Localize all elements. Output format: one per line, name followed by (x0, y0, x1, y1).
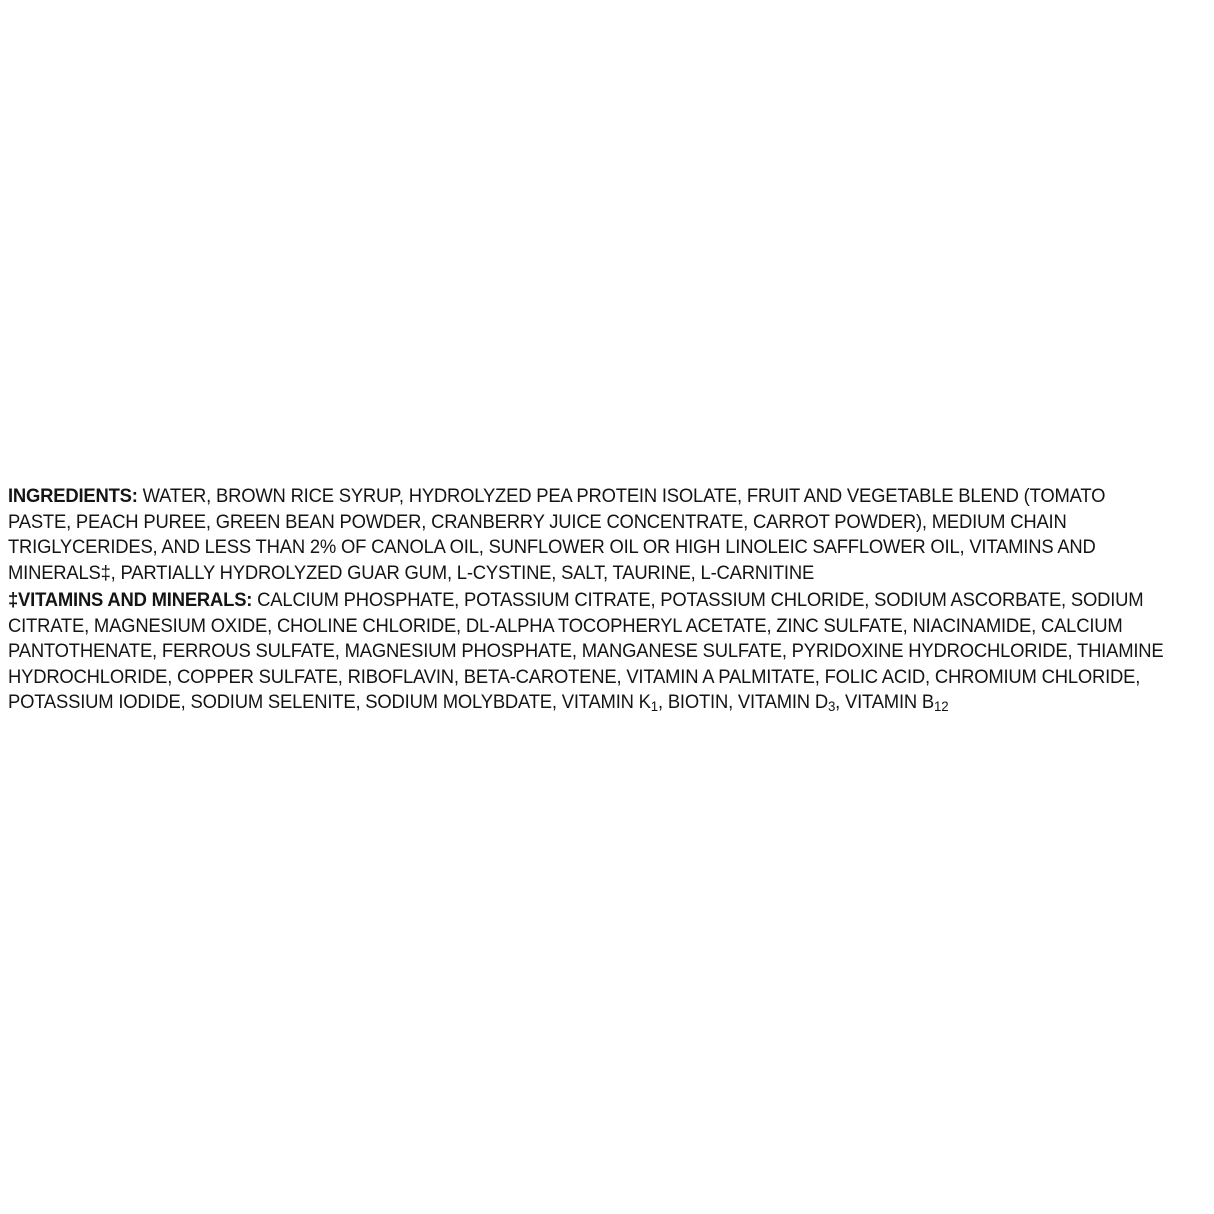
ingredients-paragraph (8, 484, 1164, 586)
vitamins-minerals-body-part2: , BIOTIN, VITAMIN D (657, 692, 828, 713)
ingredients-body: WATER, BROWN RICE SYRUP, HYDROLYZED PEA PROTEIN ISOLATE, FRUIT AND VEGETABLE BLEND (TOMATO PASTE, PEACH PUREE, GREEN BEAN POWDER, CRANBERRY JUICE CONCENTRATE, CARROT POWDER), MEDIUM CHAIN TRIGLYCERIDES, AND LESS THAN 2% OF CANOLA OIL, SUNFLOWER OIL OR HIGH LINOLEIC SAFFLOWER OIL, VITAMINS AND MINERALS‡, PARTIALLY HYDROLYZED GUAR GUM, L-CYSTINE, SALT, TAURINE, L-CARNITINE (8, 486, 1106, 584)
vitamins-minerals-body-part1: CALCIUM PHOSPHATE, POTASSIUM CITRATE, POTASSIUM CHLORIDE, SODIUM ASCORBATE, SODIUM CITRATE, MAGNESIUM OXIDE, CHOLINE CHLORIDE, DL-ALPHA TOCOPHERYL ACETATE, ZINC SULFATE, NIACINAMIDE, CALCIUM PANTOTHENATE, FERROUS SULFATE, MAGNESIUM PHOSPHATE, MANGANESE SULFATE, PYRIDOXINE HYDROCHLORIDE, THIAMINE HYDROCHLORIDE, COPPER SULFATE, RIBOFLAVIN, BETA-CAROTENE, VITAMIN A PALMITATE, FOLIC ACID, CHROMIUM CHLORIDE, POTASSIUM IODIDE, SODIUM SELENITE, SODIUM MOLYBDATE, VITAMIN K (8, 590, 1164, 713)
ingredients-heading: INGREDIENTS: (8, 486, 138, 507)
vitamins-minerals-body-part3: , VITAMIN B (835, 692, 935, 713)
vitamins-minerals-heading: ‡VITAMINS AND MINERALS: (8, 590, 253, 611)
ingredients-section (8, 484, 1212, 720)
vitamins-minerals-paragraph (8, 588, 1164, 720)
vitamin-d-subscript: 3 (827, 698, 836, 715)
vitamin-b-subscript: 12 (934, 698, 949, 715)
vitamin-k-subscript: 1 (650, 698, 658, 715)
